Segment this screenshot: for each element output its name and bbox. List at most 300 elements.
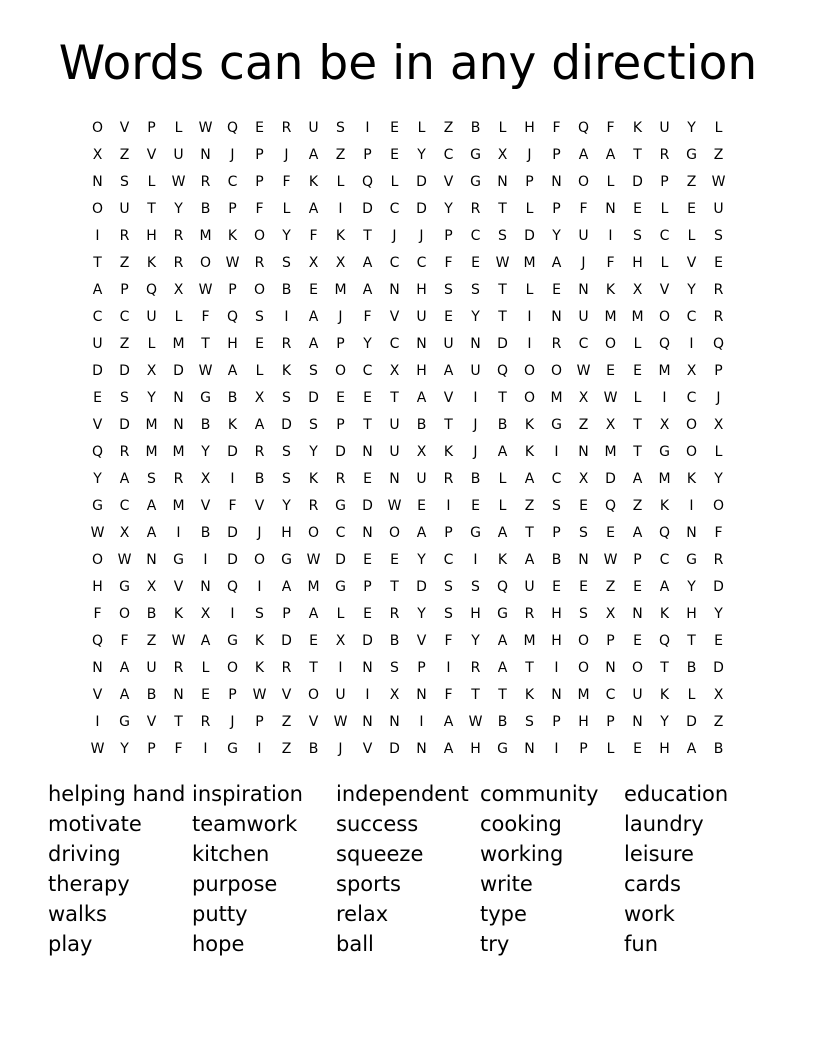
grid-cell: P xyxy=(552,146,561,163)
grid-cell: N xyxy=(578,281,589,298)
grid-cell: R xyxy=(281,335,292,352)
grid-cell: L xyxy=(390,173,399,190)
grid-cell: A xyxy=(497,659,508,676)
grid-cell: K xyxy=(173,605,184,622)
grid-cell: T xyxy=(363,416,372,433)
grid-cell: R xyxy=(281,659,292,676)
grid-cell: S xyxy=(282,254,291,271)
grid-cell: V xyxy=(92,686,103,703)
grid-cell: G xyxy=(497,740,508,757)
grid-cell: M xyxy=(604,443,617,460)
grid-cell: T xyxy=(633,416,642,433)
grid-cell: F xyxy=(201,308,210,325)
grid-cell: B xyxy=(470,119,481,136)
word-list-item: motivate xyxy=(48,812,142,836)
grid-cell: S xyxy=(309,362,318,379)
grid-cell: T xyxy=(498,200,507,217)
grid-cell: H xyxy=(92,578,103,595)
grid-cell: Y xyxy=(417,605,426,622)
grid-cell: I xyxy=(554,659,559,676)
grid-cell: M xyxy=(604,308,617,325)
grid-cell: V xyxy=(443,173,454,190)
grid-cell: Q xyxy=(226,119,239,136)
grid-cell: M xyxy=(631,308,644,325)
grid-cell: C xyxy=(119,497,130,514)
grid-cell: V xyxy=(281,686,292,703)
grid-cell: G xyxy=(497,605,508,622)
grid-cell: F xyxy=(606,254,615,271)
grid-cell: V xyxy=(659,281,670,298)
grid-cell: M xyxy=(523,632,536,649)
grid-cell: I xyxy=(365,119,370,136)
grid-cell: S xyxy=(579,524,588,541)
grid-cell: M xyxy=(658,470,671,487)
grid-cell: S xyxy=(282,389,291,406)
grid-cell: E xyxy=(390,119,399,136)
grid-cell: X xyxy=(659,416,670,433)
word-list-item: try xyxy=(480,932,510,956)
grid-cell: Q xyxy=(361,173,374,190)
grid-cell: V xyxy=(443,389,454,406)
grid-cell: B xyxy=(227,389,238,406)
grid-cell: E xyxy=(336,389,345,406)
grid-cell: I xyxy=(257,740,262,757)
grid-cell: Q xyxy=(226,308,239,325)
grid-cell: Y xyxy=(714,470,723,487)
grid-cell: K xyxy=(335,227,346,244)
grid-cell: U xyxy=(335,686,346,703)
grid-cell: F xyxy=(309,227,318,244)
grid-cell: M xyxy=(658,362,671,379)
grid-cell: N xyxy=(686,524,697,541)
grid-cell: P xyxy=(606,713,615,730)
grid-cell: N xyxy=(578,443,589,460)
grid-cell: N xyxy=(173,389,184,406)
grid-cell: G xyxy=(335,578,346,595)
grid-cell: W xyxy=(252,686,267,703)
grid-cell: I xyxy=(527,308,532,325)
grid-cell: X xyxy=(605,416,616,433)
grid-cell: E xyxy=(390,551,399,568)
grid-cell: P xyxy=(255,713,264,730)
grid-cell: J xyxy=(338,740,343,757)
grid-cell: B xyxy=(146,686,157,703)
grid-cell: Y xyxy=(147,389,156,406)
word-list-item: leisure xyxy=(624,842,694,866)
grid-cell: Y xyxy=(309,443,318,460)
grid-cell: D xyxy=(605,470,616,487)
grid-cell: C xyxy=(227,173,238,190)
grid-cell: Q xyxy=(91,632,104,649)
grid-cell: K xyxy=(227,416,238,433)
grid-cell: D xyxy=(119,416,130,433)
grid-cell: M xyxy=(172,443,185,460)
grid-cell: O xyxy=(388,524,401,541)
grid-cell: D xyxy=(119,362,130,379)
grid-cell: P xyxy=(228,281,237,298)
grid-cell: H xyxy=(470,740,481,757)
grid-cell: L xyxy=(660,200,669,217)
grid-cell: F xyxy=(255,200,264,217)
grid-cell: C xyxy=(686,308,697,325)
grid-cell: R xyxy=(200,713,211,730)
grid-cell: Y xyxy=(552,227,561,244)
grid-cell: B xyxy=(254,470,265,487)
grid-cell: E xyxy=(363,551,372,568)
grid-cell: Y xyxy=(417,551,426,568)
grid-cell: U xyxy=(578,227,589,244)
grid-cell: B xyxy=(416,416,427,433)
grid-cell: N xyxy=(362,713,373,730)
grid-cell: R xyxy=(659,146,670,163)
grid-cell: R xyxy=(173,470,184,487)
grid-cell: P xyxy=(606,632,615,649)
grid-cell: P xyxy=(147,740,156,757)
grid-cell: D xyxy=(227,524,238,541)
grid-cell: N xyxy=(92,173,103,190)
grid-cell: R xyxy=(443,470,454,487)
grid-cell: N xyxy=(389,470,400,487)
word-list-item: success xyxy=(336,812,419,836)
grid-cell: I xyxy=(95,227,100,244)
grid-cell: G xyxy=(173,551,184,568)
grid-cell: W xyxy=(603,389,618,406)
grid-cell: P xyxy=(336,416,345,433)
grid-cell: N xyxy=(146,551,157,568)
grid-cell: T xyxy=(498,281,507,298)
grid-cell: X xyxy=(578,470,589,487)
grid-cell: A xyxy=(686,740,697,757)
grid-cell: T xyxy=(444,416,453,433)
grid-cell: O xyxy=(523,362,536,379)
grid-cell: R xyxy=(551,335,562,352)
grid-cell: D xyxy=(281,416,292,433)
grid-cell: T xyxy=(309,659,318,676)
grid-cell: A xyxy=(632,524,643,541)
grid-cell: E xyxy=(93,389,102,406)
grid-cell: A xyxy=(119,659,130,676)
grid-cell: O xyxy=(523,389,536,406)
grid-cell: F xyxy=(93,605,102,622)
grid-cell: H xyxy=(146,227,157,244)
grid-cell: X xyxy=(92,146,103,163)
grid-cell: F xyxy=(552,119,561,136)
grid-cell: H xyxy=(227,335,238,352)
grid-cell: D xyxy=(686,713,697,730)
grid-cell: W xyxy=(387,497,402,514)
grid-cell: K xyxy=(524,443,535,460)
grid-cell: U xyxy=(713,200,724,217)
grid-cell: L xyxy=(147,335,156,352)
grid-cell: X xyxy=(632,281,643,298)
grid-cell: H xyxy=(524,119,535,136)
grid-cell: L xyxy=(174,308,183,325)
word-list-item: putty xyxy=(192,902,248,926)
grid-cell: U xyxy=(308,119,319,136)
grid-cell: B xyxy=(497,416,508,433)
grid-cell: N xyxy=(551,173,562,190)
grid-cell: P xyxy=(444,524,453,541)
grid-cell: H xyxy=(551,605,562,622)
grid-cell: C xyxy=(686,389,697,406)
grid-cell: Y xyxy=(687,281,696,298)
grid-cell: A xyxy=(308,605,319,622)
grid-cell: Q xyxy=(604,497,617,514)
grid-cell: L xyxy=(147,173,156,190)
grid-cell: A xyxy=(497,632,508,649)
grid-cell: W xyxy=(171,173,186,190)
grid-cell: S xyxy=(579,605,588,622)
grid-cell: X xyxy=(389,362,400,379)
grid-cell: Y xyxy=(714,605,723,622)
grid-cell: O xyxy=(334,362,347,379)
grid-cell: L xyxy=(417,119,426,136)
grid-cell: Y xyxy=(93,470,102,487)
grid-cell: R xyxy=(335,470,346,487)
grid-cell: U xyxy=(119,200,130,217)
grid-cell: U xyxy=(146,659,157,676)
grid-cell: Q xyxy=(658,632,671,649)
grid-cell: S xyxy=(471,578,480,595)
grid-cell: R xyxy=(173,227,184,244)
grid-cell: S xyxy=(120,173,129,190)
grid-cell: W xyxy=(198,119,213,136)
grid-cell: K xyxy=(497,551,508,568)
grid-cell: A xyxy=(524,470,535,487)
grid-cell: T xyxy=(201,335,210,352)
grid-cell: X xyxy=(200,470,211,487)
grid-cell: L xyxy=(714,443,723,460)
grid-cell: U xyxy=(470,362,481,379)
grid-cell: Y xyxy=(363,335,372,352)
grid-cell: S xyxy=(444,578,453,595)
grid-cell: F xyxy=(444,632,453,649)
grid-cell: X xyxy=(173,281,184,298)
grid-cell: A xyxy=(497,443,508,460)
grid-cell: R xyxy=(254,254,265,271)
grid-cell: A xyxy=(200,632,211,649)
grid-cell: Q xyxy=(496,578,509,595)
grid-cell: F xyxy=(228,497,237,514)
grid-cell: L xyxy=(633,389,642,406)
grid-cell: M xyxy=(577,686,590,703)
grid-cell: K xyxy=(659,497,670,514)
grid-cell: C xyxy=(416,254,427,271)
grid-cell: T xyxy=(525,524,534,541)
word-list-item: cards xyxy=(624,872,681,896)
grid-cell: G xyxy=(200,389,211,406)
grid-cell: Y xyxy=(282,227,291,244)
grid-cell: N xyxy=(551,686,562,703)
grid-cell: U xyxy=(416,308,427,325)
grid-cell: L xyxy=(525,281,534,298)
word-list-item: ball xyxy=(336,932,374,956)
grid-cell: O xyxy=(685,416,698,433)
grid-cell: V xyxy=(686,254,697,271)
word-list-item: purpose xyxy=(192,872,278,896)
grid-cell: U xyxy=(416,470,427,487)
grid-cell: W xyxy=(198,281,213,298)
grid-cell: U xyxy=(443,335,454,352)
grid-cell: U xyxy=(659,119,670,136)
grid-cell: K xyxy=(659,605,670,622)
grid-cell: I xyxy=(446,497,451,514)
grid-cell: A xyxy=(362,254,373,271)
grid-cell: W xyxy=(468,713,483,730)
grid-cell: B xyxy=(281,281,292,298)
grid-cell: Y xyxy=(687,578,696,595)
grid-cell: I xyxy=(203,740,208,757)
grid-cell: F xyxy=(282,173,291,190)
grid-cell: J xyxy=(473,416,478,433)
grid-cell: W xyxy=(90,740,105,757)
grid-cell: I xyxy=(338,200,343,217)
word-list-item: write xyxy=(480,872,533,896)
grid-cell: C xyxy=(443,146,454,163)
grid-cell: A xyxy=(632,470,643,487)
grid-cell: P xyxy=(228,200,237,217)
grid-cell: E xyxy=(552,578,561,595)
grid-cell: F xyxy=(174,740,183,757)
grid-cell: G xyxy=(470,173,481,190)
grid-cell: K xyxy=(254,659,265,676)
grid-cell: I xyxy=(365,686,370,703)
grid-cell: R xyxy=(389,605,400,622)
grid-cell: M xyxy=(199,227,212,244)
grid-cell: L xyxy=(498,470,507,487)
grid-cell: E xyxy=(579,497,588,514)
grid-cell: D xyxy=(713,578,724,595)
grid-cell: C xyxy=(92,308,103,325)
grid-cell: D xyxy=(497,335,508,352)
grid-cell: Y xyxy=(417,146,426,163)
grid-cell: P xyxy=(579,740,588,757)
grid-cell: Q xyxy=(577,119,590,136)
grid-cell: T xyxy=(498,389,507,406)
grid-cell: V xyxy=(254,497,265,514)
grid-cell: I xyxy=(527,335,532,352)
word-list-item: laundry xyxy=(624,812,704,836)
grid-cell: A xyxy=(308,335,319,352)
grid-cell: S xyxy=(255,308,264,325)
word-list-item: working xyxy=(480,842,564,866)
word-list-item: driving xyxy=(48,842,121,866)
grid-cell: B xyxy=(146,605,157,622)
grid-cell: D xyxy=(281,632,292,649)
grid-cell: X xyxy=(200,605,211,622)
grid-cell: N xyxy=(551,308,562,325)
grid-cell: E xyxy=(579,578,588,595)
grid-cell: X xyxy=(416,443,427,460)
grid-cell: X xyxy=(605,605,616,622)
grid-cell: E xyxy=(390,146,399,163)
grid-cell: G xyxy=(227,740,238,757)
word-list-item: squeeze xyxy=(336,842,424,866)
grid-cell: Y xyxy=(444,200,453,217)
grid-cell: K xyxy=(281,362,292,379)
grid-cell: T xyxy=(390,389,399,406)
grid-cell: D xyxy=(416,200,427,217)
grid-cell: E xyxy=(417,497,426,514)
word-list-item: education xyxy=(624,782,729,806)
word-list-item: fun xyxy=(624,932,659,956)
grid-cell: H xyxy=(470,605,481,622)
grid-cell: T xyxy=(633,146,642,163)
grid-cell: E xyxy=(606,524,615,541)
grid-cell: E xyxy=(633,578,642,595)
grid-cell: I xyxy=(662,389,667,406)
grid-cell: G xyxy=(281,551,292,568)
grid-cell: D xyxy=(308,389,319,406)
grid-cell: C xyxy=(389,200,400,217)
grid-cell: W xyxy=(171,632,186,649)
grid-cell: N xyxy=(389,281,400,298)
grid-cell: N xyxy=(92,659,103,676)
grid-cell: Z xyxy=(524,497,535,514)
grid-cell: E xyxy=(633,740,642,757)
grid-cell: Q xyxy=(145,281,158,298)
grid-cell: W xyxy=(495,254,510,271)
grid-cell: N xyxy=(497,173,508,190)
grid-cell: R xyxy=(713,281,724,298)
grid-cell: X xyxy=(497,146,508,163)
grid-cell: M xyxy=(550,389,563,406)
grid-cell: C xyxy=(605,686,616,703)
grid-cell: U xyxy=(92,335,103,352)
grid-cell: D xyxy=(416,578,427,595)
grid-cell: C xyxy=(335,524,346,541)
grid-cell: D xyxy=(227,443,238,460)
grid-cell: L xyxy=(660,254,669,271)
grid-cell: K xyxy=(524,686,535,703)
grid-cell: O xyxy=(685,443,698,460)
grid-cell: Z xyxy=(119,335,130,352)
grid-cell: M xyxy=(523,254,536,271)
grid-cell: S xyxy=(444,281,453,298)
grid-cell: A xyxy=(308,200,319,217)
grid-cell: K xyxy=(254,632,265,649)
grid-cell: O xyxy=(91,119,104,136)
grid-cell: Z xyxy=(119,146,130,163)
grid-cell: B xyxy=(200,416,211,433)
word-list-item: kitchen xyxy=(192,842,270,866)
grid-cell: J xyxy=(419,227,424,244)
grid-cell: Q xyxy=(91,443,104,460)
grid-cell: N xyxy=(200,146,211,163)
grid-cell: M xyxy=(172,335,185,352)
grid-cell: R xyxy=(713,551,724,568)
grid-cell: G xyxy=(551,416,562,433)
grid-cell: N xyxy=(173,416,184,433)
grid-cell: P xyxy=(255,173,264,190)
grid-cell: Z xyxy=(119,254,130,271)
grid-cell: B xyxy=(308,740,319,757)
grid-cell: V xyxy=(173,578,184,595)
grid-cell: N xyxy=(362,443,373,460)
grid-cell: I xyxy=(689,335,694,352)
grid-cell: I xyxy=(338,659,343,676)
grid-cell: V xyxy=(200,497,211,514)
grid-cell: I xyxy=(230,605,235,622)
grid-cell: P xyxy=(120,281,129,298)
grid-cell: J xyxy=(392,227,397,244)
grid-cell: I xyxy=(284,308,289,325)
grid-cell: K xyxy=(686,470,697,487)
grid-cell: V xyxy=(146,713,157,730)
grid-cell: D xyxy=(335,551,346,568)
grid-cell: Q xyxy=(712,335,725,352)
word-list-item: inspiration xyxy=(192,782,303,806)
